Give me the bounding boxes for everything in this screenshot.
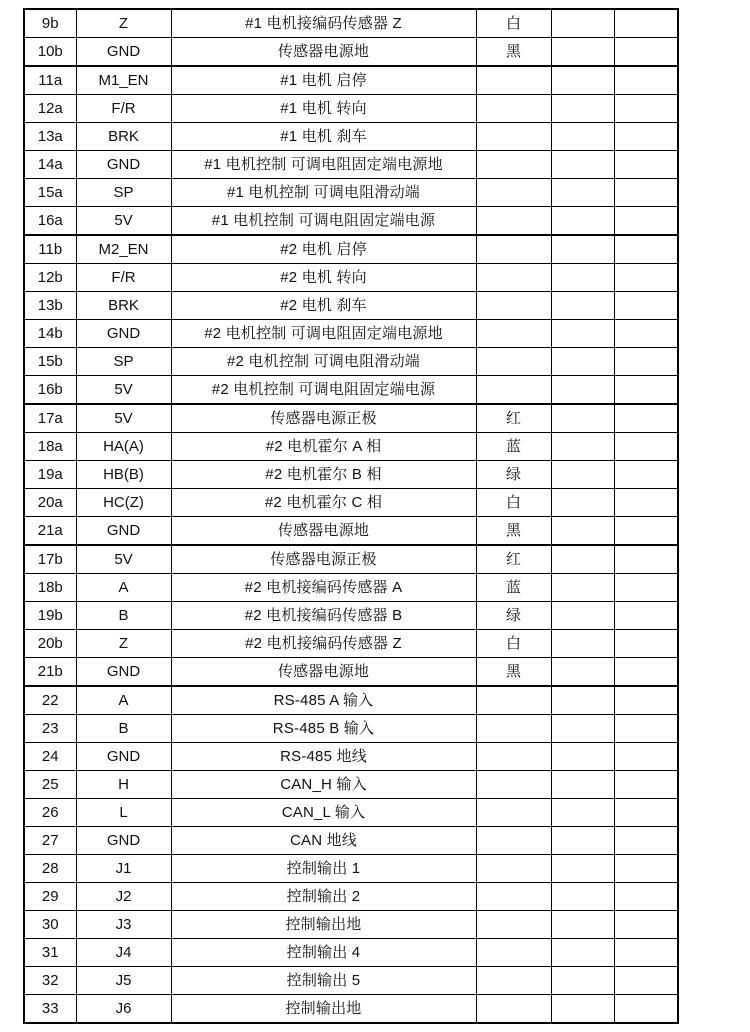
wire-color-cell bbox=[476, 376, 551, 405]
table-row bbox=[24, 771, 678, 799]
empty-cell-1 bbox=[551, 855, 614, 883]
empty-cell-2 bbox=[614, 715, 678, 743]
pin-number-cell: 14b bbox=[24, 320, 76, 348]
empty-cell-1 bbox=[551, 9, 614, 38]
wire-color-cell bbox=[476, 827, 551, 855]
table-row bbox=[24, 292, 678, 320]
empty-cell-2 bbox=[614, 827, 678, 855]
empty-cell-1 bbox=[551, 799, 614, 827]
empty-cell-1 bbox=[551, 827, 614, 855]
table-row bbox=[24, 939, 678, 967]
pin-number-cell: 17b bbox=[24, 545, 76, 574]
empty-cell-2 bbox=[614, 799, 678, 827]
empty-cell-1 bbox=[551, 995, 614, 1024]
description-cell: 控制输出 1 bbox=[171, 855, 476, 883]
empty-cell-2 bbox=[614, 123, 678, 151]
pin-number-cell: 20a bbox=[24, 489, 76, 517]
description-cell: #1 电机控制 可调电阻滑动端 bbox=[171, 179, 476, 207]
wire-color-cell bbox=[476, 883, 551, 911]
description-cell: #1 电机控制 可调电阻固定端电源地 bbox=[171, 151, 476, 179]
wire-color-cell: 绿 bbox=[476, 461, 551, 489]
signal-name-cell: J6 bbox=[76, 995, 171, 1024]
signal-name-cell: J1 bbox=[76, 855, 171, 883]
wire-color-cell bbox=[476, 911, 551, 939]
pin-number-cell: 24 bbox=[24, 743, 76, 771]
empty-cell-2 bbox=[614, 151, 678, 179]
empty-cell-1 bbox=[551, 179, 614, 207]
signal-name-cell: F/R bbox=[76, 264, 171, 292]
wire-color-cell bbox=[476, 95, 551, 123]
empty-cell-2 bbox=[614, 911, 678, 939]
table-row bbox=[24, 235, 678, 264]
wire-color-cell bbox=[476, 66, 551, 95]
empty-cell-1 bbox=[551, 574, 614, 602]
signal-name-cell: F/R bbox=[76, 95, 171, 123]
pin-number-cell: 15a bbox=[24, 179, 76, 207]
wire-color-cell: 绿 bbox=[476, 602, 551, 630]
signal-name-cell: Z bbox=[76, 9, 171, 38]
description-cell: #2 电机控制 可调电阻固定端电源地 bbox=[171, 320, 476, 348]
empty-cell-1 bbox=[551, 123, 614, 151]
table-row bbox=[24, 376, 678, 405]
description-cell: #2 电机接编码传感器 Z bbox=[171, 630, 476, 658]
empty-cell-1 bbox=[551, 264, 614, 292]
empty-cell-1 bbox=[551, 545, 614, 574]
empty-cell-1 bbox=[551, 939, 614, 967]
pin-number-cell: 19b bbox=[24, 602, 76, 630]
description-cell: 传感器电源地 bbox=[171, 38, 476, 67]
empty-cell-1 bbox=[551, 517, 614, 546]
pin-number-cell: 12b bbox=[24, 264, 76, 292]
empty-cell-1 bbox=[551, 235, 614, 264]
description-cell: #2 电机霍尔 C 相 bbox=[171, 489, 476, 517]
table-row bbox=[24, 404, 678, 433]
empty-cell-1 bbox=[551, 602, 614, 630]
signal-name-cell: 5V bbox=[76, 404, 171, 433]
wire-color-cell bbox=[476, 855, 551, 883]
pin-number-cell: 32 bbox=[24, 967, 76, 995]
empty-cell-2 bbox=[614, 292, 678, 320]
signal-name-cell: GND bbox=[76, 151, 171, 179]
table-row bbox=[24, 461, 678, 489]
description-cell: RS-485 B 输入 bbox=[171, 715, 476, 743]
empty-cell-2 bbox=[614, 207, 678, 236]
wire-color-cell bbox=[476, 207, 551, 236]
empty-cell-1 bbox=[551, 489, 614, 517]
description-cell: #1 电机控制 可调电阻固定端电源 bbox=[171, 207, 476, 236]
empty-cell-2 bbox=[614, 939, 678, 967]
pin-number-cell: 11b bbox=[24, 235, 76, 264]
empty-cell-1 bbox=[551, 883, 614, 911]
wire-color-cell: 黑 bbox=[476, 658, 551, 687]
pin-number-cell: 28 bbox=[24, 855, 76, 883]
empty-cell-1 bbox=[551, 404, 614, 433]
wire-color-cell bbox=[476, 939, 551, 967]
wire-color-cell: 红 bbox=[476, 545, 551, 574]
signal-name-cell: SP bbox=[76, 348, 171, 376]
pin-table-body bbox=[24, 9, 678, 1023]
empty-cell-1 bbox=[551, 207, 614, 236]
table-row bbox=[24, 911, 678, 939]
wire-color-cell bbox=[476, 123, 551, 151]
table-row bbox=[24, 715, 678, 743]
empty-cell-1 bbox=[551, 433, 614, 461]
empty-cell-1 bbox=[551, 38, 614, 67]
pin-number-cell: 19a bbox=[24, 461, 76, 489]
table-row bbox=[24, 686, 678, 715]
empty-cell-1 bbox=[551, 151, 614, 179]
empty-cell-1 bbox=[551, 686, 614, 715]
signal-name-cell: GND bbox=[76, 827, 171, 855]
signal-name-cell: 5V bbox=[76, 545, 171, 574]
description-cell: #1 电机 转向 bbox=[171, 95, 476, 123]
wire-color-cell bbox=[476, 967, 551, 995]
table-row bbox=[24, 9, 678, 38]
empty-cell-2 bbox=[614, 517, 678, 546]
pin-number-cell: 29 bbox=[24, 883, 76, 911]
pin-definition-table bbox=[23, 8, 679, 1024]
pin-number-cell: 15b bbox=[24, 348, 76, 376]
description-cell: #2 电机 刹车 bbox=[171, 292, 476, 320]
table-row bbox=[24, 995, 678, 1024]
empty-cell-1 bbox=[551, 376, 614, 405]
wire-color-cell bbox=[476, 348, 551, 376]
description-cell: #1 电机 启停 bbox=[171, 66, 476, 95]
signal-name-cell: J2 bbox=[76, 883, 171, 911]
empty-cell-2 bbox=[614, 658, 678, 687]
empty-cell-2 bbox=[614, 855, 678, 883]
wire-color-cell bbox=[476, 715, 551, 743]
pin-number-cell: 14a bbox=[24, 151, 76, 179]
pin-number-cell: 27 bbox=[24, 827, 76, 855]
signal-name-cell: GND bbox=[76, 517, 171, 546]
signal-name-cell: A bbox=[76, 686, 171, 715]
empty-cell-1 bbox=[551, 95, 614, 123]
signal-name-cell: J5 bbox=[76, 967, 171, 995]
table-row bbox=[24, 967, 678, 995]
pin-number-cell: 23 bbox=[24, 715, 76, 743]
wire-color-cell: 黑 bbox=[476, 517, 551, 546]
empty-cell-2 bbox=[614, 995, 678, 1024]
pin-number-cell: 18b bbox=[24, 574, 76, 602]
signal-name-cell: BRK bbox=[76, 292, 171, 320]
signal-name-cell: J3 bbox=[76, 911, 171, 939]
table-row bbox=[24, 855, 678, 883]
empty-cell-2 bbox=[614, 433, 678, 461]
empty-cell-1 bbox=[551, 911, 614, 939]
empty-cell-2 bbox=[614, 264, 678, 292]
table-row bbox=[24, 264, 678, 292]
pin-number-cell: 9b bbox=[24, 9, 76, 38]
pin-number-cell: 10b bbox=[24, 38, 76, 67]
wire-color-cell bbox=[476, 292, 551, 320]
empty-cell-1 bbox=[551, 743, 614, 771]
table-row bbox=[24, 658, 678, 687]
table-row bbox=[24, 95, 678, 123]
pin-number-cell: 21a bbox=[24, 517, 76, 546]
pin-number-cell: 13b bbox=[24, 292, 76, 320]
pin-number-cell: 11a bbox=[24, 66, 76, 95]
table-row bbox=[24, 207, 678, 236]
empty-cell-2 bbox=[614, 66, 678, 95]
pin-number-cell: 30 bbox=[24, 911, 76, 939]
table-row bbox=[24, 517, 678, 546]
signal-name-cell: L bbox=[76, 799, 171, 827]
empty-cell-1 bbox=[551, 771, 614, 799]
empty-cell-2 bbox=[614, 771, 678, 799]
description-cell: #1 电机接编码传感器 Z bbox=[171, 9, 476, 38]
pin-number-cell: 16a bbox=[24, 207, 76, 236]
table-row bbox=[24, 489, 678, 517]
empty-cell-2 bbox=[614, 348, 678, 376]
table-row bbox=[24, 883, 678, 911]
empty-cell-2 bbox=[614, 179, 678, 207]
description-cell: #2 电机控制 可调电阻滑动端 bbox=[171, 348, 476, 376]
table-row bbox=[24, 545, 678, 574]
wire-color-cell: 蓝 bbox=[476, 574, 551, 602]
signal-name-cell: GND bbox=[76, 658, 171, 687]
description-cell: CAN_L 输入 bbox=[171, 799, 476, 827]
signal-name-cell: SP bbox=[76, 179, 171, 207]
empty-cell-2 bbox=[614, 38, 678, 67]
description-cell: 控制输出 4 bbox=[171, 939, 476, 967]
empty-cell-2 bbox=[614, 686, 678, 715]
empty-cell-1 bbox=[551, 66, 614, 95]
description-cell: #2 电机霍尔 B 相 bbox=[171, 461, 476, 489]
empty-cell-2 bbox=[614, 95, 678, 123]
empty-cell-2 bbox=[614, 883, 678, 911]
wire-color-cell bbox=[476, 151, 551, 179]
signal-name-cell: A bbox=[76, 574, 171, 602]
empty-cell-2 bbox=[614, 489, 678, 517]
empty-cell-2 bbox=[614, 743, 678, 771]
pin-number-cell: 16b bbox=[24, 376, 76, 405]
empty-cell-1 bbox=[551, 292, 614, 320]
table-row bbox=[24, 66, 678, 95]
empty-cell-1 bbox=[551, 967, 614, 995]
empty-cell-2 bbox=[614, 9, 678, 38]
pin-number-cell: 33 bbox=[24, 995, 76, 1024]
empty-cell-2 bbox=[614, 545, 678, 574]
pin-number-cell: 26 bbox=[24, 799, 76, 827]
signal-name-cell: BRK bbox=[76, 123, 171, 151]
wire-color-cell bbox=[476, 686, 551, 715]
table-row bbox=[24, 151, 678, 179]
signal-name-cell: GND bbox=[76, 38, 171, 67]
empty-cell-2 bbox=[614, 602, 678, 630]
empty-cell-2 bbox=[614, 235, 678, 264]
pin-number-cell: 22 bbox=[24, 686, 76, 715]
signal-name-cell: J4 bbox=[76, 939, 171, 967]
empty-cell-2 bbox=[614, 574, 678, 602]
description-cell: #2 电机接编码传感器 B bbox=[171, 602, 476, 630]
pin-number-cell: 17a bbox=[24, 404, 76, 433]
description-cell: 传感器电源地 bbox=[171, 517, 476, 546]
description-cell: 控制输出 2 bbox=[171, 883, 476, 911]
empty-cell-1 bbox=[551, 658, 614, 687]
empty-cell-2 bbox=[614, 404, 678, 433]
signal-name-cell: 5V bbox=[76, 376, 171, 405]
table-row bbox=[24, 630, 678, 658]
wire-color-cell bbox=[476, 235, 551, 264]
empty-cell-1 bbox=[551, 461, 614, 489]
description-cell: 控制输出地 bbox=[171, 995, 476, 1024]
table-row bbox=[24, 123, 678, 151]
table-row bbox=[24, 743, 678, 771]
signal-name-cell: 5V bbox=[76, 207, 171, 236]
signal-name-cell: GND bbox=[76, 320, 171, 348]
wire-color-cell bbox=[476, 799, 551, 827]
pin-number-cell: 20b bbox=[24, 630, 76, 658]
description-cell: 传感器电源地 bbox=[171, 658, 476, 687]
wire-color-cell: 黑 bbox=[476, 38, 551, 67]
signal-name-cell: HB(B) bbox=[76, 461, 171, 489]
pin-number-cell: 25 bbox=[24, 771, 76, 799]
empty-cell-2 bbox=[614, 320, 678, 348]
description-cell: #1 电机 刹车 bbox=[171, 123, 476, 151]
description-cell: CAN 地线 bbox=[171, 827, 476, 855]
pin-number-cell: 31 bbox=[24, 939, 76, 967]
description-cell: RS-485 地线 bbox=[171, 743, 476, 771]
empty-cell-1 bbox=[551, 320, 614, 348]
wire-color-cell bbox=[476, 179, 551, 207]
pin-number-cell: 18a bbox=[24, 433, 76, 461]
wire-color-cell: 白 bbox=[476, 9, 551, 38]
wire-color-cell bbox=[476, 264, 551, 292]
signal-name-cell: B bbox=[76, 602, 171, 630]
table-row bbox=[24, 320, 678, 348]
signal-name-cell: Z bbox=[76, 630, 171, 658]
table-row bbox=[24, 574, 678, 602]
signal-name-cell: M1_EN bbox=[76, 66, 171, 95]
signal-name-cell: GND bbox=[76, 743, 171, 771]
wire-color-cell: 红 bbox=[476, 404, 551, 433]
wire-color-cell: 蓝 bbox=[476, 433, 551, 461]
table-row bbox=[24, 602, 678, 630]
empty-cell-1 bbox=[551, 715, 614, 743]
pin-number-cell: 12a bbox=[24, 95, 76, 123]
wire-color-cell bbox=[476, 320, 551, 348]
pin-number-cell: 13a bbox=[24, 123, 76, 151]
table-row bbox=[24, 179, 678, 207]
signal-name-cell: H bbox=[76, 771, 171, 799]
signal-name-cell: B bbox=[76, 715, 171, 743]
wire-color-cell bbox=[476, 995, 551, 1024]
description-cell: #2 电机 启停 bbox=[171, 235, 476, 264]
empty-cell-1 bbox=[551, 348, 614, 376]
table-row bbox=[24, 799, 678, 827]
wire-color-cell bbox=[476, 771, 551, 799]
table-row bbox=[24, 38, 678, 67]
empty-cell-2 bbox=[614, 630, 678, 658]
description-cell: #2 电机 转向 bbox=[171, 264, 476, 292]
pin-number-cell: 21b bbox=[24, 658, 76, 687]
description-cell: #2 电机霍尔 A 相 bbox=[171, 433, 476, 461]
wire-color-cell: 白 bbox=[476, 489, 551, 517]
description-cell: CAN_H 输入 bbox=[171, 771, 476, 799]
description-cell: 传感器电源正极 bbox=[171, 545, 476, 574]
table-row bbox=[24, 348, 678, 376]
empty-cell-2 bbox=[614, 967, 678, 995]
signal-name-cell: M2_EN bbox=[76, 235, 171, 264]
table-row bbox=[24, 433, 678, 461]
description-cell: 控制输出 5 bbox=[171, 967, 476, 995]
description-cell: #2 电机控制 可调电阻固定端电源 bbox=[171, 376, 476, 405]
description-cell: 传感器电源正极 bbox=[171, 404, 476, 433]
wire-color-cell: 白 bbox=[476, 630, 551, 658]
description-cell: RS-485 A 输入 bbox=[171, 686, 476, 715]
wire-color-cell bbox=[476, 743, 551, 771]
signal-name-cell: HC(Z) bbox=[76, 489, 171, 517]
empty-cell-2 bbox=[614, 461, 678, 489]
empty-cell-2 bbox=[614, 376, 678, 405]
description-cell: 控制输出地 bbox=[171, 911, 476, 939]
description-cell: #2 电机接编码传感器 A bbox=[171, 574, 476, 602]
signal-name-cell: HA(A) bbox=[76, 433, 171, 461]
empty-cell-1 bbox=[551, 630, 614, 658]
table-row bbox=[24, 827, 678, 855]
